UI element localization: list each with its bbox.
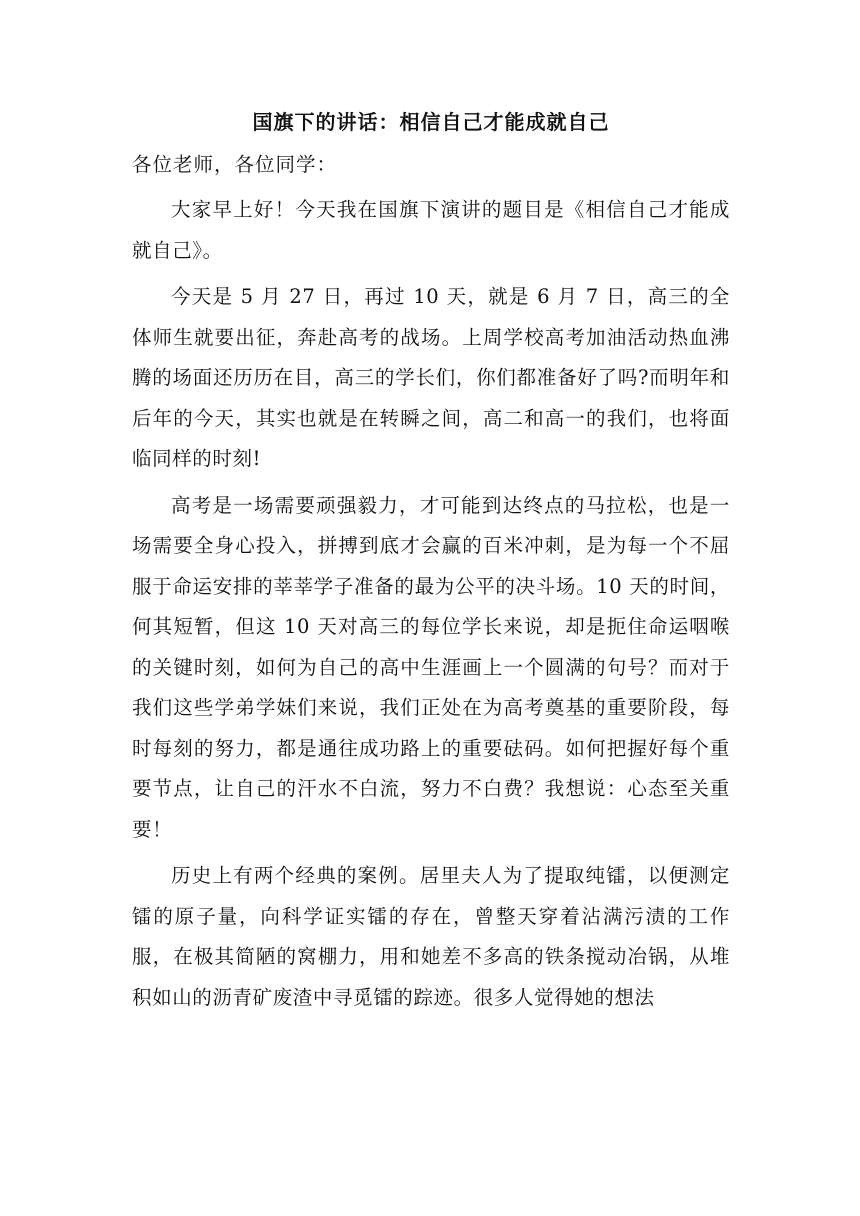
paragraph-greeting: 大家早上好！今天我在国旗下演讲的题目是《相信自己才能成就自己》。 xyxy=(132,198,730,262)
paragraph-date: 今天是 5 月 27 日，再过 10 天，就是 6 月 7 日，高三的全体师生就要出征，奔赴高考的战场。上周学校高考加油活动热血沸腾的场面还历历在目，高三的学长们，你们都准备好了吗?而明年和后年的今天，其实也就是在转瞬之间，高二和高一的我们，也将面临同样的时刻! xyxy=(132,285,730,470)
paragraph-gaokao: 高考是一场需要顽强毅力，才可能到达终点的马拉松，也是一场需要全身心投入，拼搏到底才会赢的百米冲刺，是为每一个不屈服于命运安排的莘莘学子准备的最为公平的决斗场。10 天的时间，何其短暂，但这 10 天对高三的每位学长来说，却是扼住命运咽喉的关键时刻，如何为自己的高中生涯画上一个圆满的句号？而对于我们这些学弟学妹们来说，我们正处在为高考奠基的重要阶段，每时每刻的努力，都是通往成功路上的重要砝码。如何把握好每个重要节点，让自己的汗水不白流，努力不白费？我想说：心态至关重要！ xyxy=(132,493,730,841)
paragraph-history: 历史上有两个经典的案例。居里夫人为了提取纯镭，以便测定镭的原子量，向科学证实镭的存在，曾整天穿着沾满污渍的工作服，在极其简陋的窝棚力，用和她差不多高的铁条搅动冶锅，从堆积如山的沥青矿废渣中寻觅镭的踪迹。很多人觉得她的想法 xyxy=(132,864,730,1009)
document-title: 国旗下的讲话：相信自己才能成就自己 xyxy=(252,110,610,134)
document-page xyxy=(132,108,730,1024)
salutation: 各位老师，各位同学： xyxy=(132,153,338,176)
